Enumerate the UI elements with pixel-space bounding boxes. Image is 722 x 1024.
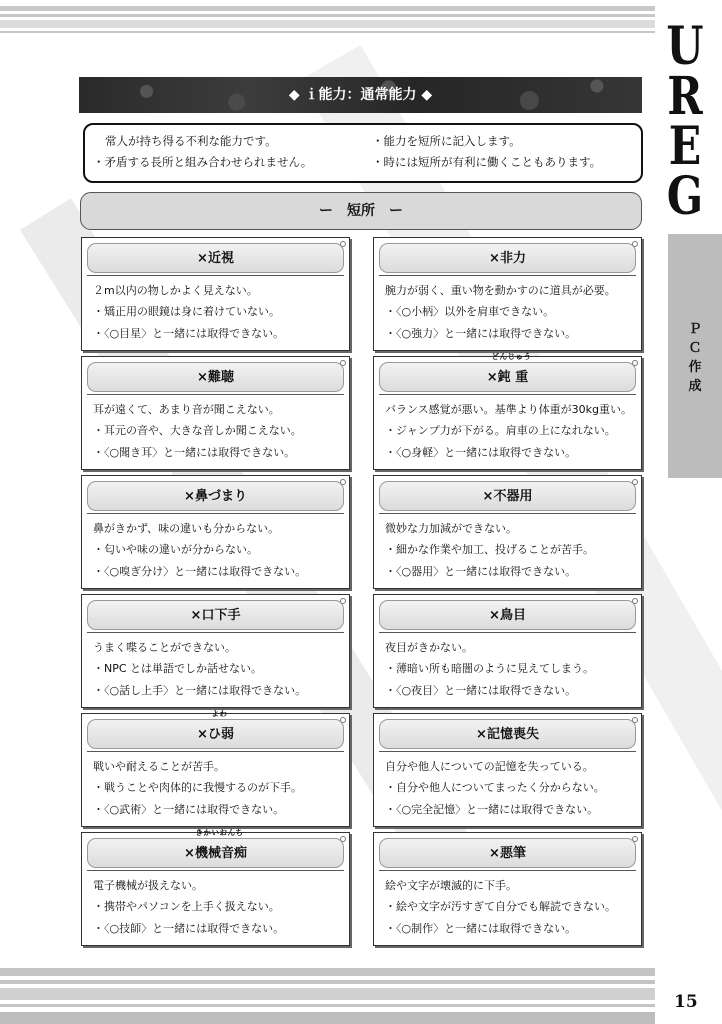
ability-card <box>373 832 642 946</box>
card-divider <box>379 275 636 276</box>
card-title-ruby: きかいおんち <box>195 828 244 837</box>
card-title: ×ひ弱 <box>87 719 344 749</box>
card-line: うまく喋ることができない。 <box>93 641 236 654</box>
ability-card <box>81 828 350 946</box>
card-line: 夜目がきかない。 <box>385 641 473 654</box>
card-line: ・携帯やパソコンを上手く扱えない。 <box>93 900 280 913</box>
card-title: ×記憶喪失 <box>379 719 636 749</box>
card-divider <box>87 632 344 633</box>
card-divider <box>379 513 636 514</box>
intro-text: ・能力を短所に記入します。 <box>372 134 521 148</box>
card-line: ・〈○小柄〉以外を肩車できない。 <box>385 305 555 318</box>
card-line: ・〈○嗅ぎ分け〉と一緒には取得できない。 <box>93 565 307 578</box>
card-title: ×口下手 <box>87 600 344 630</box>
card-line: ・匂いや味の違いが分からない。 <box>93 543 258 556</box>
card-divider <box>87 513 344 514</box>
brand-letter: G <box>666 166 704 227</box>
brand-letter: R <box>667 66 703 127</box>
card-divider <box>87 870 344 871</box>
card-line: 腕力が弱く、重い物を動かすのに道具が必要。 <box>385 284 616 297</box>
card-title: ×不器用 <box>379 481 636 511</box>
card-line: 耳が遠くて、あまり音が聞こえない。 <box>93 403 280 416</box>
section-title: ◆ ｉ能力：通常能力 ◆ <box>79 77 642 113</box>
card-title-ruby: よわ <box>211 709 228 718</box>
card-line: ・矯正用の眼鏡は身に着けていない。 <box>93 305 280 318</box>
card-divider <box>379 870 636 871</box>
card-divider <box>379 632 636 633</box>
card-line: 微妙な力加減ができない。 <box>385 522 517 535</box>
card-title: ×鈍 重 <box>379 362 636 392</box>
top-decorative-bars <box>0 0 655 38</box>
card-line: ・〈○器用〉と一緒には取得できない。 <box>385 565 577 578</box>
card-title: ×悪筆 <box>379 838 636 868</box>
ability-card <box>81 237 350 351</box>
card-line: ・自分や他人についてまったく分からない。 <box>385 781 605 794</box>
intro-box <box>83 123 643 183</box>
ability-card <box>81 356 350 470</box>
card-line: ・〈○身軽〉と一緒には取得できない。 <box>385 446 577 459</box>
intro-text: 常人が持ち得る不利な能力です。 <box>105 134 277 148</box>
card-line: 電子機械が扱えない。 <box>93 879 203 892</box>
card-line: ・〈○技師〉と一緒には取得できない。 <box>93 922 285 935</box>
ability-card <box>81 709 350 827</box>
page-number: 15 <box>674 992 698 1012</box>
chapter-tab-char: Ｐ <box>688 322 702 337</box>
card-divider <box>379 751 636 752</box>
card-line: ・〈○聞き耳〉と一緒には取得できない。 <box>93 446 296 459</box>
card-title-ruby: どんじゅう <box>491 352 532 361</box>
intro-text: ・時には短所が有利に働くこともあります。 <box>372 155 602 169</box>
ability-card <box>81 475 350 589</box>
card-line: ・ジャンプ力が下がる。肩車の上になれない。 <box>385 424 616 437</box>
card-divider <box>87 394 344 395</box>
bottom-decorative-bars <box>0 968 655 1024</box>
card-line: ・薄暗い所も暗闇のように見えてしまう。 <box>385 662 594 675</box>
card-line: ・細かな作業や加工、投げることが苦手。 <box>385 543 594 556</box>
card-line: ・〈○強力〉と一緒には取得できない。 <box>385 327 577 340</box>
card-line: ・耳元の音や、大きな音しか聞こえない。 <box>93 424 302 437</box>
card-line: 戦いや耐えることが苦手。 <box>93 760 225 773</box>
ability-card <box>81 594 350 708</box>
brand-logo <box>660 16 710 227</box>
chapter-tab-char: Ｃ <box>688 341 702 356</box>
card-divider <box>379 394 636 395</box>
card-line: 絵や文字が壊滅的に下手。 <box>385 879 517 892</box>
card-line: ・〈○完全記憶〉と一緒には取得できない。 <box>385 803 599 816</box>
card-title: ×近視 <box>87 243 344 273</box>
card-title: ×難聴 <box>87 362 344 392</box>
chapter-tab <box>668 234 722 478</box>
card-line: ・NPC とは単語でしか話せない。 <box>93 662 263 675</box>
card-line: ・〈○武術〉と一緒には取得できない。 <box>93 803 285 816</box>
card-line: 鼻がきかず、味の違いも分からない。 <box>93 522 280 535</box>
card-line: ・〈○夜目〉と一緒には取得できない。 <box>385 684 577 697</box>
card-line: バランス感覚が悪い。基準より体重が30kg重い。 <box>385 403 633 416</box>
card-title: ×鼻づまり <box>87 481 344 511</box>
ability-card <box>373 713 642 827</box>
ability-card <box>373 352 642 470</box>
card-line: ・〈○制作〉と一緒には取得できない。 <box>385 922 577 935</box>
card-line: ２m以内の物しかよく見えない。 <box>93 284 258 297</box>
card-line: 自分や他人についての記憶を失っている。 <box>385 760 594 773</box>
brand-letter: U <box>666 16 704 77</box>
card-line: ・戦うことや肉体的に我慢するのが下手。 <box>93 781 302 794</box>
chapter-tab-char: 作 <box>688 360 702 375</box>
brand-letter: E <box>668 116 702 177</box>
card-title: ×非力 <box>379 243 636 273</box>
ability-card <box>373 237 642 351</box>
intro-text: ・矛盾する長所と組み合わせられません。 <box>93 155 313 169</box>
card-title: ×機械音痴 <box>87 838 344 868</box>
card-line: ・絵や文字が汚すぎて自分でも解読できない。 <box>385 900 616 913</box>
card-divider <box>87 275 344 276</box>
card-line: ・〈○目星〉と一緒には取得できない。 <box>93 327 285 340</box>
card-title: ×鳥目 <box>379 600 636 630</box>
ability-card <box>373 475 642 589</box>
ability-card <box>373 594 642 708</box>
card-divider <box>87 751 344 752</box>
card-line: ・〈○話し上手〉と一緒には取得できない。 <box>93 684 307 697</box>
category-heading: ー 短所 ー <box>80 192 642 230</box>
chapter-tab-char: 成 <box>688 379 702 394</box>
